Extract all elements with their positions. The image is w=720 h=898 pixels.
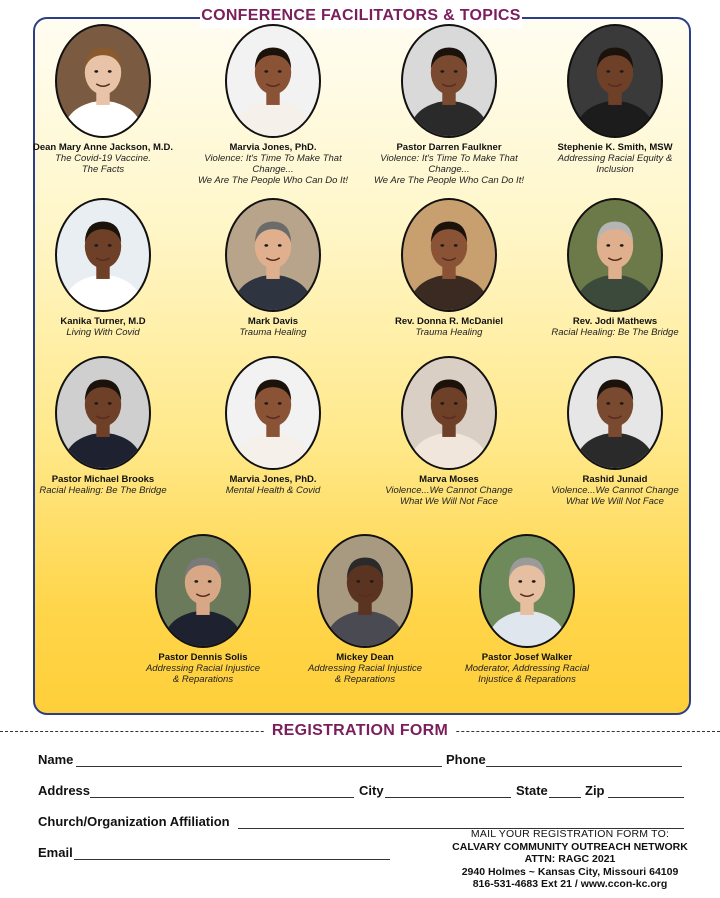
facilitator-card — [18, 198, 188, 338]
facilitator-topic: Violence: It's Time To Make That Change... We Are The People Who Can Do It! — [198, 153, 348, 186]
facilitator-topic: The Covid-19 Vaccine. The Facts — [55, 153, 151, 175]
mailing-address — [420, 828, 720, 891]
portrait-illustration — [57, 200, 149, 310]
city-label: City — [359, 783, 384, 798]
facilitator-name: Pastor Darren Faulkner — [396, 142, 502, 153]
name-field[interactable] — [76, 766, 442, 767]
portrait-illustration — [569, 358, 661, 468]
facilitator-name: Pastor Dennis Solis — [158, 652, 248, 663]
portrait-illustration — [569, 200, 661, 310]
portrait-illustration — [319, 536, 411, 646]
facilitator-card — [364, 356, 534, 507]
facilitator-card — [18, 24, 188, 175]
facilitator-card — [118, 534, 288, 685]
zip-label: Zip — [585, 783, 605, 798]
portrait-illustration — [403, 358, 495, 468]
facilitator-name: Rev. Jodi Mathews — [572, 316, 658, 327]
facilitator-card — [530, 24, 700, 175]
city-field[interactable] — [385, 797, 511, 798]
facilitator-card — [188, 24, 358, 186]
portrait-photo — [225, 356, 321, 470]
facilitator-card — [364, 24, 534, 186]
portrait-photo — [155, 534, 251, 648]
affiliation-label: Church/Organization Affiliation — [38, 814, 230, 829]
portrait-illustration — [227, 26, 319, 136]
facilitator-name: Marvia Jones, PhD. — [229, 142, 317, 153]
state-field[interactable] — [549, 797, 581, 798]
facilitator-topic: Moderator, Addressing Racial Injustice & Reparations — [464, 663, 590, 685]
facilitator-name: Kanika Turner, M.D — [60, 316, 146, 327]
facilitator-name: Mickey Dean — [336, 652, 394, 663]
facilitator-topic: Racial Healing: Be The Bridge — [551, 327, 679, 338]
facilitator-topic: Addressing Racial Equity & Inclusion — [557, 153, 673, 175]
facilitator-card — [530, 198, 700, 338]
state-label: State — [516, 783, 548, 798]
phone-label: Phone — [446, 752, 486, 767]
portrait-illustration — [157, 536, 249, 646]
mail-organization: CALVARY COMMUNITY OUTREACH NETWORK — [452, 840, 688, 853]
facilitator-topic: Violence: It's Time To Make That Change... We Are The People Who Can Do It! — [374, 153, 524, 186]
portrait-photo — [55, 24, 151, 138]
portrait-photo — [401, 198, 497, 312]
facilitator-card — [442, 534, 612, 685]
portrait-illustration — [57, 26, 149, 136]
portrait-photo — [479, 534, 575, 648]
facilitator-name: Rev. Donna R. McDaniel — [394, 316, 504, 327]
facilitator-name: Rashid Junaid — [582, 474, 648, 485]
portrait-photo — [55, 356, 151, 470]
facilitator-card — [530, 356, 700, 507]
email-label: Email — [38, 845, 73, 860]
facilitator-name: Marva Moses — [419, 474, 479, 485]
portrait-illustration — [227, 200, 319, 310]
facilitator-card — [280, 534, 450, 685]
portrait-photo — [567, 356, 663, 470]
portrait-illustration — [481, 536, 573, 646]
mail-street: 2940 Holmes ~ Kansas City, Missouri 64109 — [461, 865, 679, 878]
facilitator-name: Marvia Jones, PhD. — [229, 474, 317, 485]
facilitator-topic: Trauma Healing — [415, 327, 483, 338]
address-label: Address — [38, 783, 91, 798]
mail-contact: 816-531-4683 Ext 21 / www.ccon-kc.org — [472, 878, 668, 890]
portrait-illustration — [569, 26, 661, 136]
portrait-photo — [567, 198, 663, 312]
facilitator-card — [188, 198, 358, 338]
facilitator-topic: Violence...We Cannot Change What We Will Not Face — [551, 485, 679, 507]
name-label: Name — [38, 752, 74, 767]
facilitator-name: Mark Davis — [247, 316, 299, 327]
facilitator-topic: Living With Covid — [66, 327, 140, 338]
portrait-illustration — [403, 26, 495, 136]
facilitator-topic: Mental Health & Covid — [225, 485, 321, 496]
zip-field[interactable] — [608, 797, 684, 798]
portrait-photo — [401, 24, 497, 138]
portrait-photo — [401, 356, 497, 470]
portrait-illustration — [403, 200, 495, 310]
portrait-illustration — [227, 358, 319, 468]
mail-instruction: MAIL YOUR REGISTRATION FORM TO: — [470, 828, 670, 840]
facilitator-name: Dean Mary Anne Jackson, M.D. — [32, 142, 174, 153]
facilitator-card — [18, 356, 188, 496]
phone-field[interactable] — [486, 766, 682, 767]
mail-attention: ATTN: RAGC 2021 — [524, 853, 616, 865]
facilitator-topic: Addressing Racial Injustice & Reparations — [307, 663, 423, 685]
facilitator-name: Stephenie K. Smith, MSW — [557, 142, 673, 153]
panel-title: CONFERENCE FACILITATORS & TOPICS — [200, 4, 522, 28]
facilitator-card — [364, 198, 534, 338]
address-field[interactable] — [90, 797, 354, 798]
portrait-photo — [225, 198, 321, 312]
facilitator-topic: Addressing Racial Injustice & Reparations — [145, 663, 261, 685]
registration-title: REGISTRATION FORM — [265, 720, 455, 742]
facilitator-card — [188, 356, 358, 496]
portrait-illustration — [57, 358, 149, 468]
facilitator-topic: Racial Healing: Be The Bridge — [39, 485, 167, 496]
facilitator-name: Pastor Michael Brooks — [51, 474, 155, 485]
portrait-photo — [567, 24, 663, 138]
portrait-photo — [225, 24, 321, 138]
facilitator-topic: Trauma Healing — [239, 327, 307, 338]
portrait-photo — [55, 198, 151, 312]
facilitator-topic: Violence...We Cannot Change What We Will Not Face — [385, 485, 513, 507]
facilitator-name: Pastor Josef Walker — [481, 652, 573, 663]
portrait-photo — [317, 534, 413, 648]
email-field[interactable] — [74, 859, 390, 860]
